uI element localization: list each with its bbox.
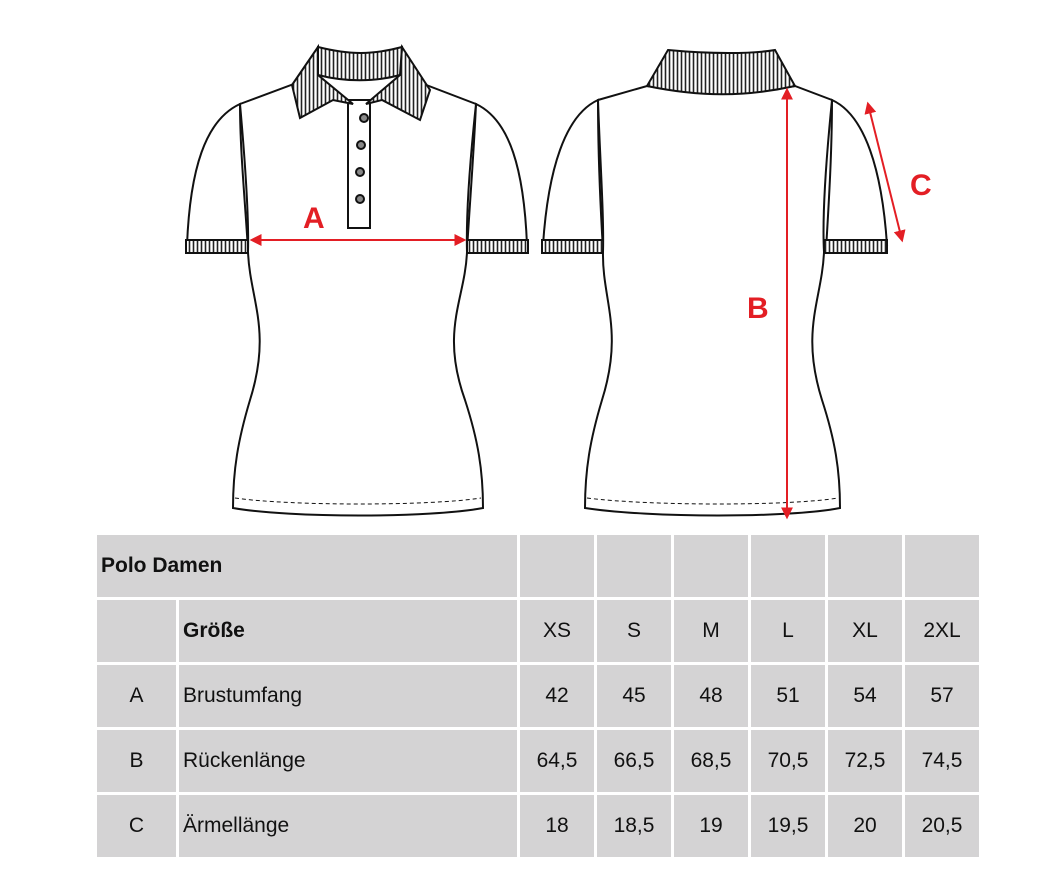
front-right-sleeve: [467, 104, 527, 250]
back-left-cuff: [542, 240, 604, 253]
table-row: [97, 795, 979, 857]
table-cell: 18: [520, 795, 594, 857]
row-name: Rückenlänge: [179, 730, 517, 792]
table-cell: 74,5: [905, 730, 979, 792]
table-row: [97, 665, 979, 727]
table-cell: 45: [597, 665, 671, 727]
back-collar: [647, 50, 795, 94]
label-b: B: [747, 292, 769, 325]
front-collar-back: [318, 47, 402, 80]
back-left-sleeve: [543, 100, 603, 250]
table-cell: 19: [674, 795, 748, 857]
front-left-cuff: [186, 240, 248, 253]
table-cell: 51: [751, 665, 825, 727]
table-row: [97, 730, 979, 792]
table-cell: 70,5: [751, 730, 825, 792]
table-cell: 68,5: [674, 730, 748, 792]
polo-back-view: [542, 50, 887, 516]
size-2xl: 2XL: [905, 600, 979, 662]
table-header-row: [97, 600, 979, 662]
row-name: Ärmellänge: [179, 795, 517, 857]
size-xs: XS: [520, 600, 594, 662]
table-title: Polo Damen: [97, 535, 517, 597]
table-title-row: [97, 535, 979, 597]
polo-front-view: [186, 47, 528, 516]
front-left-sleeve: [187, 104, 248, 250]
back-right-sleeve: [826, 100, 887, 250]
back-body: [585, 86, 840, 516]
table-cell: 18,5: [597, 795, 671, 857]
table-cell: 64,5: [520, 730, 594, 792]
back-right-cuff: [824, 240, 887, 253]
table-cell: 42: [520, 665, 594, 727]
table-cell: 20,5: [905, 795, 979, 857]
size-l: L: [751, 600, 825, 662]
table-cell: 20: [828, 795, 902, 857]
button-4: [356, 195, 364, 203]
size-table: [94, 532, 982, 860]
table-cell: 72,5: [828, 730, 902, 792]
table-cell: 19,5: [751, 795, 825, 857]
row-code: B: [97, 730, 176, 792]
size-header: Größe: [179, 600, 517, 662]
table-cell: 66,5: [597, 730, 671, 792]
row-name: Brustumfang: [179, 665, 517, 727]
table-cell: 48: [674, 665, 748, 727]
label-a: A: [303, 202, 325, 235]
table-cell: 54: [828, 665, 902, 727]
button-1: [360, 114, 368, 122]
button-3: [356, 168, 364, 176]
row-code: A: [97, 665, 176, 727]
size-xl: XL: [828, 600, 902, 662]
size-m: M: [674, 600, 748, 662]
size-s: S: [597, 600, 671, 662]
button-2: [357, 141, 365, 149]
label-c: C: [910, 169, 932, 202]
table-cell: 57: [905, 665, 979, 727]
row-code: C: [97, 795, 176, 857]
front-right-cuff: [467, 240, 528, 253]
